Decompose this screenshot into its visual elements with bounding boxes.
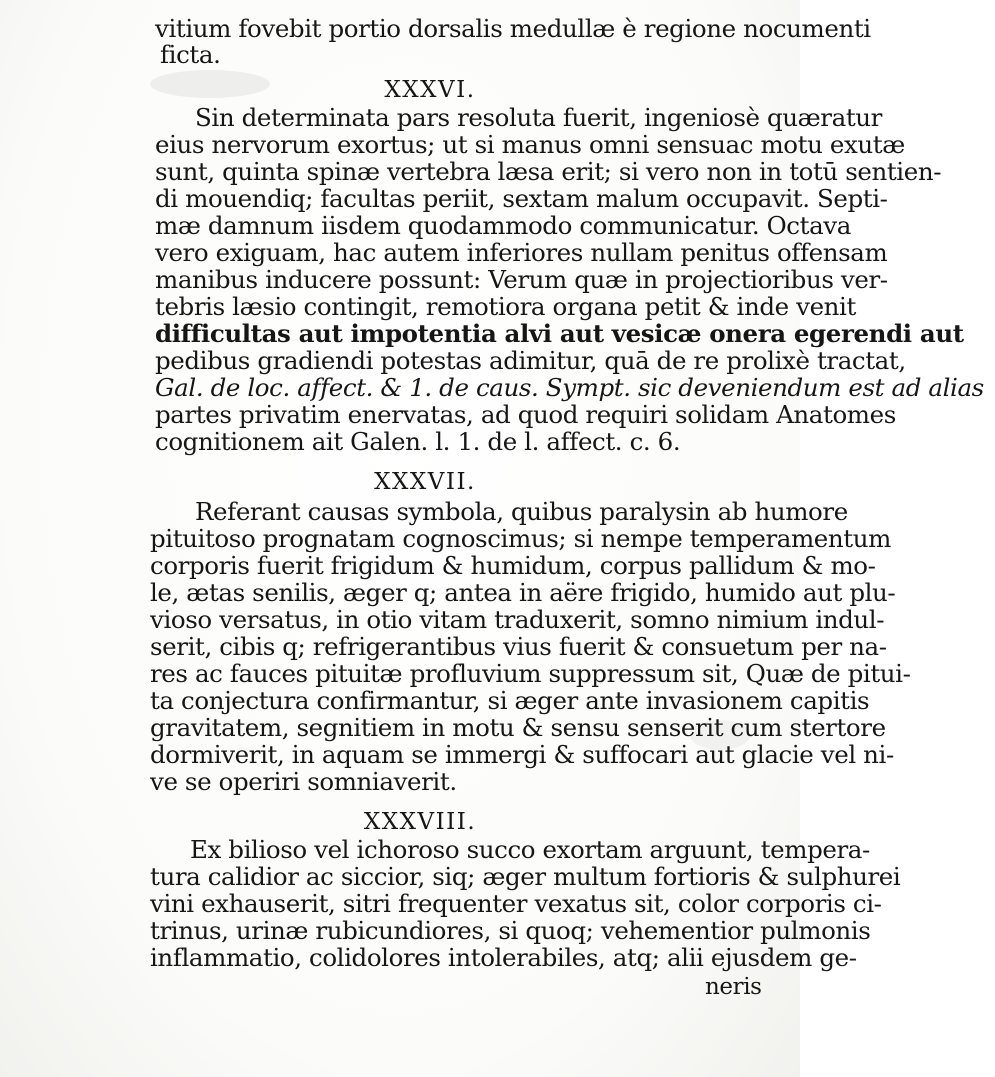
text-line: gravitatem, segnitiem in motu & sensu senserit cum stertore (150, 713, 886, 742)
text-line: Sin determinata pars resoluta fuerit, ingeniosè quæratur (195, 103, 882, 132)
text-line: sunt, quinta spinæ vertebra læsa erit; si vero non in totū sentien- (155, 157, 942, 186)
text-line: manibus inducere possunt: Verum quæ in projectioribus ver- (155, 265, 888, 294)
text-line: trinus, urinæ rubicundiores, si quoq; vehementior pulmonis (150, 916, 871, 945)
section-heading: XXXVII. (374, 469, 476, 495)
text-line: ficta. (160, 40, 221, 69)
text-line: Gal. de loc. affect. & 1. de caus. Sympt. sic deveniendum est ad alias (155, 373, 984, 402)
text-line: eius nervorum exortus; ut si manus omni sensuac motu exutæ (155, 130, 905, 159)
text-line: dormiverit, in aquam se immergi & suffocari aut glacie vel ni- (150, 740, 894, 769)
text-line: di mouendiq; facultas periit, sextam malum occupavit. Septi- (155, 184, 888, 213)
text-line: serit, cibis q; refrigerantibus vius fuerit & consuetum per na- (150, 632, 887, 661)
text-line: Ex bilioso vel ichoroso succo exortam arguunt, tempera- (190, 835, 870, 864)
text-line: res ac fauces pituitæ profluvium suppressum sit, Quæ de pitui- (150, 659, 911, 688)
text-line: mæ damnum iisdem quodammodo communicatur. Octava (155, 211, 851, 240)
text-line: vioso versatus, in otio vitam traduxerit, somno nimium indul- (150, 605, 885, 634)
section-heading: XXXVI. (384, 77, 476, 103)
text-line: le, ætas senilis, æger q; antea in aëre frigido, humido aut plu- (150, 578, 896, 607)
text-line: tebris læsio contingit, remotiora organa petit & inde venit (155, 292, 856, 321)
text-line: vini exhauserit, sitri frequenter vexatus sit, color corporis ci- (150, 889, 882, 918)
text-line: Referant causas symbola, quibus paralysin ab humore (195, 497, 848, 526)
catchword: neris (705, 974, 762, 1000)
text-line: tura calidior ac siccior, siq; æger multum fortioris & sulphurei (150, 862, 901, 891)
text-line: pituitoso prognatam cognoscimus; si nempe temperamentum (150, 524, 891, 553)
text-line: vero exiguam, hac autem inferiores nullam penitus offensam (155, 238, 888, 267)
section-heading: XXXVIII. (363, 809, 477, 835)
text-line: inflammatio, colidolores intolerabiles, atq; alii ejusdem ge- (150, 943, 857, 972)
text-line: ta conjectura confirmantur, si æger ante invasionem capitis (150, 686, 870, 715)
text-line: corporis fuerit frigidum & humidum, corpus pallidum & mo- (150, 551, 876, 580)
text-line: difficultas aut impotentia alvi aut vesicæ onera egerendi aut (155, 319, 964, 348)
text-line: partes privatim enervatas, ad quod requiri solidam Anatomes (155, 400, 896, 429)
text-line: ve se operiri somniaverit. (150, 767, 457, 796)
text-line: cognitionem ait Galen. l. 1. de l. affect. c. 6. (155, 427, 681, 456)
text-line: vitium fovebit portio dorsalis medullæ è regione nocumenti (155, 14, 871, 43)
text-line: pedibus gradiendi potestas adimitur, quā de re prolixè tractat, (155, 346, 906, 375)
